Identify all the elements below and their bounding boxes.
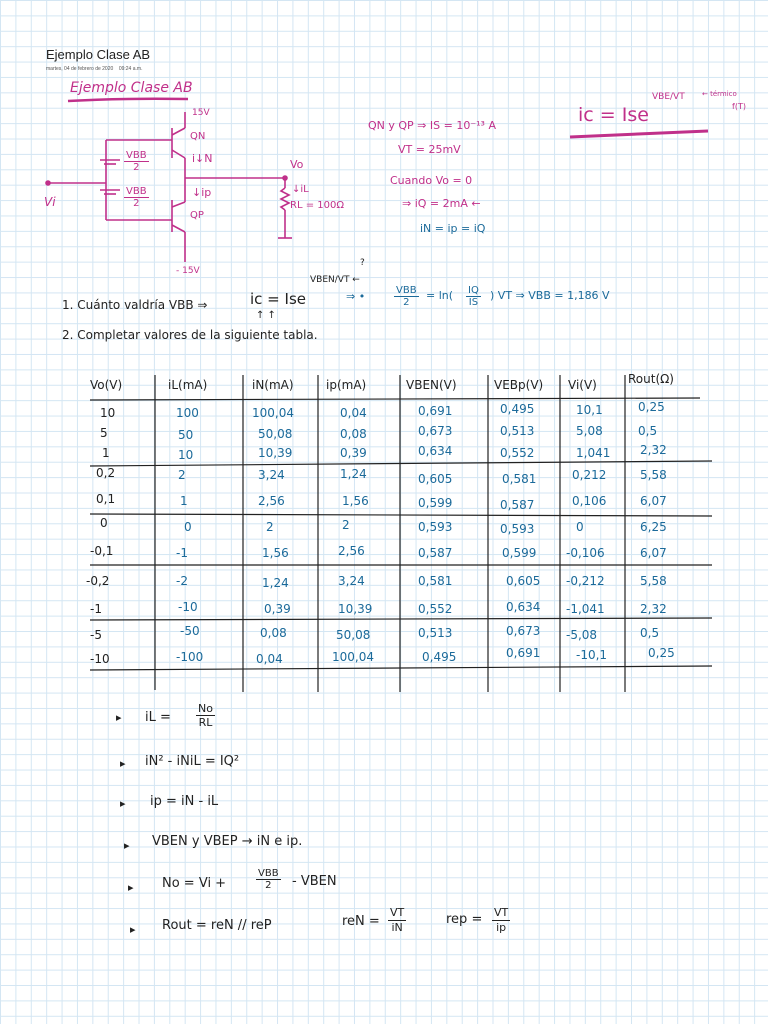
table-cell: 1,56 — [342, 494, 369, 508]
table-cell: 0,605 — [418, 472, 453, 486]
table-cell: 5,08 — [576, 424, 603, 438]
table-cell: 3,24 — [338, 574, 365, 588]
question-1-arrows: ↑ ↑ — [256, 310, 276, 321]
table-cell: 0,5 — [638, 424, 658, 438]
circuit-diagram — [46, 112, 292, 262]
table-cell: 1 — [102, 446, 110, 460]
formula-underline — [570, 131, 708, 137]
table-cell: 0,106 — [572, 494, 607, 508]
table-cell: -10 — [178, 600, 198, 614]
table-cell: 10,39 — [338, 602, 373, 616]
table-cell: 0,673 — [418, 424, 453, 438]
il-current-label: ↓iL — [292, 184, 309, 195]
equation-6-ren: reN = — [342, 914, 380, 929]
bullet-icon: ▸ — [120, 757, 126, 770]
equation-3: ip = iN - iL — [150, 794, 219, 809]
table-cell: 0,513 — [418, 626, 453, 640]
formula-note: ← térmico — [702, 90, 737, 98]
vbb-bottom-num: VBB — [126, 186, 147, 197]
equation-1-lhs: iL = — [145, 710, 171, 725]
table-cell: 1,041 — [576, 446, 611, 460]
table-cell: 0,599 — [418, 496, 453, 510]
table-cell: 5,58 — [640, 574, 667, 588]
date-text: martes, 04 de febrero de 2020 — [46, 66, 114, 72]
table-cell: 0,08 — [260, 626, 287, 640]
table-cell: -0,106 — [566, 546, 605, 560]
table-cell: 0,581 — [502, 472, 537, 486]
vee-label: - 15V — [176, 266, 200, 276]
equation-1-fraction — [196, 702, 215, 729]
table-header-vben: VBEN(V) — [406, 378, 457, 392]
table-cell: 1,24 — [340, 467, 367, 481]
iq-is-fraction — [466, 285, 481, 308]
table-cell: 1,24 — [262, 576, 289, 590]
table-cell: 5 — [100, 426, 108, 440]
table-cell: -0,1 — [90, 544, 114, 558]
table-cell: 0 — [184, 520, 192, 534]
table-cell: 2 — [178, 468, 186, 482]
notes-heading: Ejemplo Clase AB — [70, 80, 193, 96]
table-cell: 0,673 — [506, 624, 541, 638]
table-header-vi: Vi(V) — [568, 378, 597, 392]
table-cell: 100 — [176, 406, 199, 420]
equation-6-ren-num: VT — [390, 906, 405, 919]
table-cell: 0,513 — [500, 424, 535, 438]
table-cell: 0,39 — [264, 602, 291, 616]
table-cell: 50,08 — [258, 427, 293, 441]
vcc-label: 15V — [192, 108, 210, 118]
table-cell: -0,2 — [86, 574, 110, 588]
given-line-2: VT = 25mV — [398, 143, 461, 156]
page-title: Ejemplo Clase AB — [46, 47, 151, 62]
equation-5-den: 2 — [265, 880, 272, 891]
table-cell: 0,552 — [418, 602, 453, 616]
table-cell: -10,1 — [576, 648, 608, 662]
table-cell: 0,25 — [648, 646, 675, 660]
qp-label: QP — [190, 210, 204, 221]
table-cell: 10 — [178, 448, 194, 462]
vo-label: Vo — [290, 158, 304, 171]
table-cell: 0,5 — [640, 626, 660, 640]
table-cell: 0,2 — [96, 466, 116, 480]
table-cell: 0,495 — [422, 650, 457, 664]
question-1-exponent: VBEN/VT ← — [310, 275, 360, 285]
table-cell: 100,04 — [252, 406, 294, 420]
given-line-5: iN = ip = iQ — [420, 222, 486, 235]
rl-label: RL = 100Ω — [290, 200, 344, 211]
table-cell: 10,1 — [576, 403, 603, 417]
table-cell: -5,08 — [566, 628, 598, 642]
ip-current-label: ↓ip — [192, 186, 212, 199]
table-cell: 0,599 — [502, 546, 537, 560]
table-header-vebp: VEBp(V) — [494, 378, 544, 392]
given-line-3: Cuando Vo = 0 — [390, 174, 473, 187]
table-cell: 2,32 — [640, 443, 667, 457]
vbb-bottom-fraction — [124, 186, 149, 209]
equation-5-rhs: - VBEN — [292, 874, 337, 889]
table-header-vo: Vo(V) — [90, 378, 123, 392]
table-cell: 5,58 — [640, 468, 667, 482]
formula-main: ic = Ise — [578, 104, 649, 126]
table-cell: -5 — [90, 628, 102, 642]
table-cell: 6,07 — [640, 494, 667, 508]
question-2: 2. Completar valores de la siguiente tabla. — [62, 328, 318, 342]
table-cell: 0,1 — [96, 492, 116, 506]
table-cell: 2,56 — [338, 544, 365, 558]
question-1-arrow: ⇒ • — [346, 290, 366, 303]
equation-1-den: RL — [198, 716, 213, 729]
bullet-icon: ▸ — [128, 881, 134, 894]
table-cell: 2,56 — [258, 494, 285, 508]
table-header-ip: ip(mA) — [326, 378, 367, 392]
table-cell: 3,24 — [258, 468, 285, 482]
given-line-4: ⇒ iQ = 2mA ← — [402, 197, 481, 210]
table-cell: 0 — [100, 516, 108, 530]
time-text: 09:24 a.m. — [118, 66, 143, 72]
table-cell: 6,07 — [640, 546, 667, 560]
table-header-il: iL(mA) — [168, 378, 208, 392]
table-cell: 0,593 — [500, 522, 535, 536]
vbb-bottom-den: 2 — [133, 198, 140, 209]
table-cell: 1,56 — [262, 546, 289, 560]
vbb-half-den: 2 — [403, 297, 410, 308]
table-cell: -2 — [176, 574, 188, 588]
vbb-top-fraction — [124, 150, 149, 173]
table-cell: 0,08 — [340, 427, 367, 441]
question-1: 1. Cuánto valdría VBB ⇒ — [62, 298, 208, 312]
equation-6-lhs: Rout = reN // reP — [162, 918, 272, 933]
given-line-1: QN y QP ⇒ IS = 10⁻¹³ A — [368, 119, 496, 132]
is-den: IS — [468, 297, 479, 308]
table-cell: 2 — [342, 518, 350, 532]
table-cell: -1,041 — [566, 602, 605, 616]
table-cell: 0,495 — [500, 402, 535, 416]
table-cell: 0,634 — [418, 444, 453, 458]
equation-6-rep: rep = — [446, 912, 483, 927]
heading-underline — [68, 99, 188, 101]
equation-5-num: VBB — [258, 868, 279, 879]
table-cell: -1 — [176, 546, 188, 560]
table-cell: -1 — [90, 602, 102, 616]
table-cell: 0,212 — [572, 468, 607, 482]
table-cell: 0,04 — [340, 406, 367, 420]
equation-6-rep-num: VT — [494, 906, 509, 919]
qn-label: QN — [190, 131, 206, 142]
table-cell: 0,04 — [256, 652, 283, 666]
table-cell: -0,212 — [566, 574, 605, 588]
table-cell: 2 — [266, 520, 274, 534]
table-cell: -10 — [90, 652, 110, 666]
equation-5-lhs: No = Vi + — [162, 876, 227, 891]
equation-6-rep-fraction — [492, 906, 510, 935]
question-1-equation: ic = Ise — [250, 290, 306, 308]
table-cell: 0,587 — [418, 546, 453, 560]
formula-note-2: f(T) — [732, 102, 746, 111]
vbb-half-num: VBB — [396, 285, 417, 296]
bullet-icon: ▸ — [130, 923, 136, 936]
in-current-label: i↓N — [192, 152, 213, 165]
table-cell: 0,581 — [418, 574, 453, 588]
equation-1-num: No — [198, 702, 213, 715]
bullet-icon: ▸ — [116, 711, 122, 724]
table-cell: 0,552 — [500, 446, 535, 460]
table-cell: 0,605 — [506, 574, 541, 588]
table-cell: 1 — [180, 494, 188, 508]
question-1-ln: = ln( — [426, 289, 454, 302]
equation-4: VBEN y VBEP → iN e ip. — [152, 834, 303, 849]
table-cell: 50,08 — [336, 628, 371, 642]
table-cell: 0,691 — [418, 404, 453, 418]
bullet-icon: ▸ — [120, 797, 126, 810]
table-cell: 10 — [100, 406, 116, 420]
table-cell: 100,04 — [332, 650, 374, 664]
table-cell: -50 — [180, 624, 200, 638]
table-cell: -100 — [176, 650, 204, 664]
equation-5-fraction — [256, 868, 281, 891]
vbb-half-fraction — [394, 285, 419, 308]
table-cell: 0,593 — [418, 520, 453, 534]
table-cell: 50 — [178, 428, 194, 442]
table-cell: 0,691 — [506, 646, 541, 660]
table-header-rout: Rout(Ω) — [628, 372, 674, 386]
equation-6-rep-den: ip — [496, 921, 507, 934]
table-cell: 10,39 — [258, 446, 293, 460]
table-header-in: iN(mA) — [252, 378, 294, 392]
formula-exponent: VBE/VT — [652, 92, 685, 102]
equation-6-ren-den: iN — [391, 921, 403, 934]
table-cell: 0 — [576, 520, 584, 534]
vbb-top-num: VBB — [126, 150, 147, 161]
equation-6-ren-fraction — [388, 906, 406, 935]
question-1-question-mark: ? — [360, 258, 365, 268]
table-cell: 2,32 — [640, 602, 667, 616]
bullet-icon: ▸ — [124, 839, 130, 852]
table-cell: 0,39 — [340, 446, 367, 460]
iq-num: IQ — [468, 285, 479, 296]
vi-label: Vi — [44, 195, 56, 209]
equation-2: iN² - iNiL = IQ² — [145, 754, 240, 769]
vbb-top-den: 2 — [133, 162, 140, 173]
table-cell: 6,25 — [640, 520, 667, 534]
question-1-result: ) VT ⇒ VBB = 1,186 V — [490, 289, 610, 302]
table-cell: 0,587 — [500, 498, 535, 512]
table-cell: 0,25 — [638, 400, 665, 414]
table-cell: 0,634 — [506, 600, 541, 614]
